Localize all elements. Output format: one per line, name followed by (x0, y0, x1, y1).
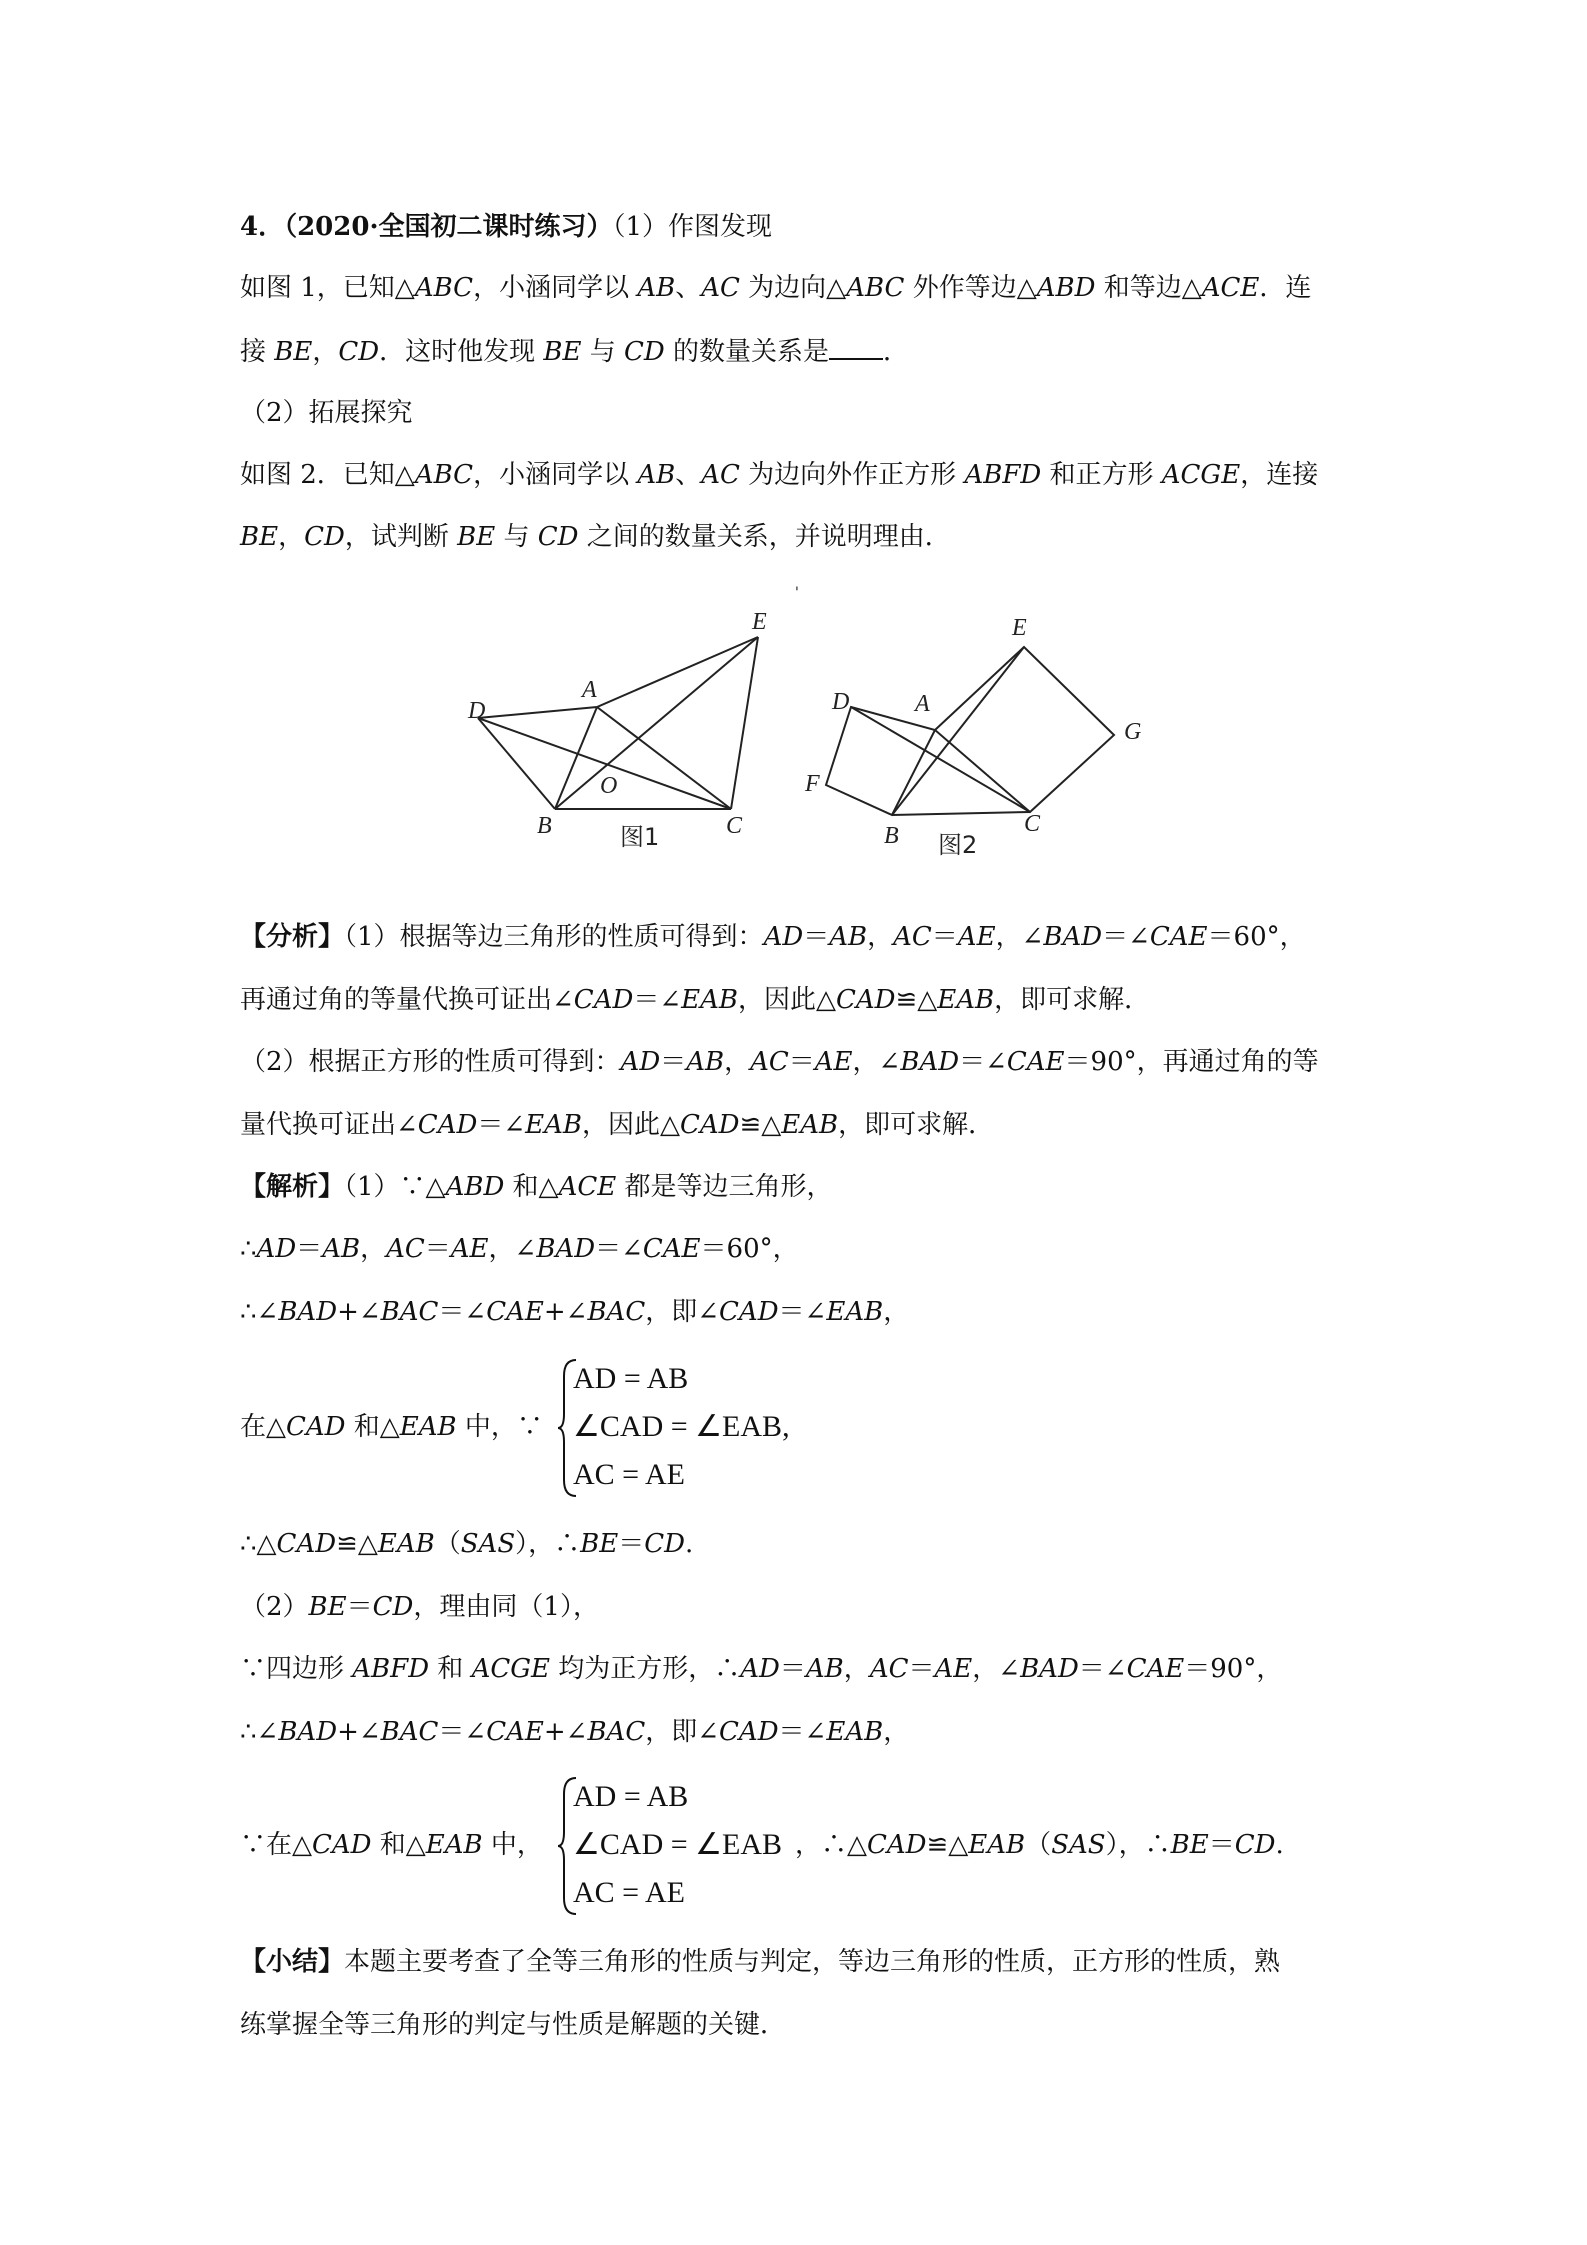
analysis-tag: 【分析】 (240, 922, 345, 952)
problem-source: （2020·全国初二课时练习） (284, 212, 613, 242)
summary-line-2: 练掌握全等三角形的判定与性质是解题的关键． (240, 2010, 787, 2040)
analysis-line-3: （2）根据正方形的性质可得到：AD＝AB，AC＝AE，∠BAD＝∠CAE＝90°，再通过角的等 (240, 1047, 1319, 1077)
figure-1 (478, 637, 758, 809)
summary-line-1: 【小结】本题主要考查了全等三角形的性质与判定，等边三角形的性质，正方形的性质，熟 (240, 1947, 1281, 1977)
answer-blank (829, 334, 883, 360)
solution-line-4: 在△CAD 和△EAB 中，∵ (240, 1412, 543, 1442)
problem-line-1: 如图 1，已知△ABC，小涵同学以 AB、AC 为边向△ABC 外作等边△ABD 和等边△ACE．连 (240, 273, 1312, 303)
fig2-caption: 图2 (938, 831, 978, 859)
analysis-line-2: 再通过角的等量代换可证出∠CAD＝∠EAB，因此△CAD≌△EAB，即可求解． (240, 985, 1151, 1015)
system-1 (573, 1355, 790, 1499)
problem-number: 4． (240, 212, 285, 242)
system-1-eq-2: ∠CAD = ∠EAB, (573, 1410, 790, 1443)
fig1-label-A: A (582, 677, 597, 703)
problem-line-4: BE，CD，试判断 BE 与 CD 之间的数量关系，并说明理由． (240, 522, 951, 552)
fig2-label-C: C (1024, 811, 1041, 837)
fig1-label-B: B (537, 813, 552, 839)
fig1-label-E: E (752, 609, 767, 635)
figure-2 (826, 647, 1114, 815)
part1-title: （1）作图发现 (612, 212, 773, 242)
solution-line-1: 【解析】（1）∵△ABD 和△ACE 都是等边三角形， (240, 1172, 833, 1202)
fig1-edges-top (478, 637, 758, 718)
problem-heading (240, 210, 1360, 244)
fig2-label-E: E (1012, 615, 1027, 641)
system-1-eq-3: AC = AE (573, 1458, 685, 1491)
fig2-label-B: B (884, 823, 899, 849)
fig2-label-D: D (832, 689, 850, 715)
analysis-line-1: 【分析】（1）根据等边三角形的性质可得到：AD＝AB，AC＝AE，∠BAD＝∠CAE＝60°， (240, 922, 1306, 952)
solution-line-5: ∴△CAD≌△EAB（SAS），∴BE＝CD. (240, 1529, 694, 1559)
system-2-eq-3: AC = AE (573, 1876, 685, 1909)
part2-title: （2）拓展探究 (240, 398, 413, 428)
problem-line-2: 接 BE，CD．这时他发现 BE 与 CD 的数量关系是 ． (240, 334, 1360, 369)
fig2-label-F: F (805, 771, 820, 797)
solution-line-2: ∴AD＝AB，AC＝AE，∠BAD＝∠CAE＝60°， (240, 1234, 799, 1264)
fig1-caption: 图1 (620, 823, 660, 851)
fig1-label-D: D (468, 698, 486, 724)
system-2-eq-2: ∠CAD = ∠EAB (573, 1828, 783, 1861)
solution-tag: 【解析】 (240, 1172, 345, 1202)
fig1-edge-ec (731, 637, 758, 809)
fig2-edge-bc (892, 812, 1030, 815)
fig2-edge-dc (851, 707, 1030, 812)
solution-line-3: ∴∠BAD+∠BAC＝∠CAE+∠BAC，即∠CAD＝∠EAB， (240, 1297, 910, 1327)
stray-mark: ' (795, 585, 799, 601)
analysis-line-4: 量代换可证出∠CAD＝∠EAB，因此△CAD≌△EAB，即可求解． (240, 1110, 995, 1140)
fig1-label-C: C (726, 813, 743, 839)
solution-line-9-suffix: ，∴△CAD≌△EAB（SAS），∴BE＝CD. (795, 1830, 1284, 1860)
system-2 (573, 1773, 782, 1917)
fig2-label-A: A (915, 691, 930, 717)
solution-line-9-prefix: ∵在△CAD 和△EAB 中， (240, 1830, 543, 1860)
fig2-square-acge (935, 647, 1114, 812)
fig2-label-G: G (1124, 719, 1142, 745)
system-1-eq-1: AD = AB (573, 1362, 689, 1395)
fig1-label-O: O (600, 773, 618, 799)
solution-line-7: ∵四边形 ABFD 和 ACGE 均为正方形，∴AD＝AB，AC＝AE，∠BAD＝∠CAE＝90°， (240, 1654, 1283, 1684)
system-2-eq-1: AD = AB (573, 1780, 689, 1813)
summary-tag: 【小结】 (240, 1947, 345, 1977)
solution-line-6: （2）BE＝CD，理由同（1）， (240, 1592, 599, 1622)
geometry-figures (460, 605, 1190, 875)
solution-line-8: ∴∠BAD+∠BAC＝∠CAE+∠BAC，即∠CAD＝∠EAB， (240, 1717, 910, 1747)
problem-line-3: 如图 2．已知△ABC，小涵同学以 AB、AC 为边向外作正方形 ABFD 和正方形 ACGE，连接 (240, 460, 1319, 490)
